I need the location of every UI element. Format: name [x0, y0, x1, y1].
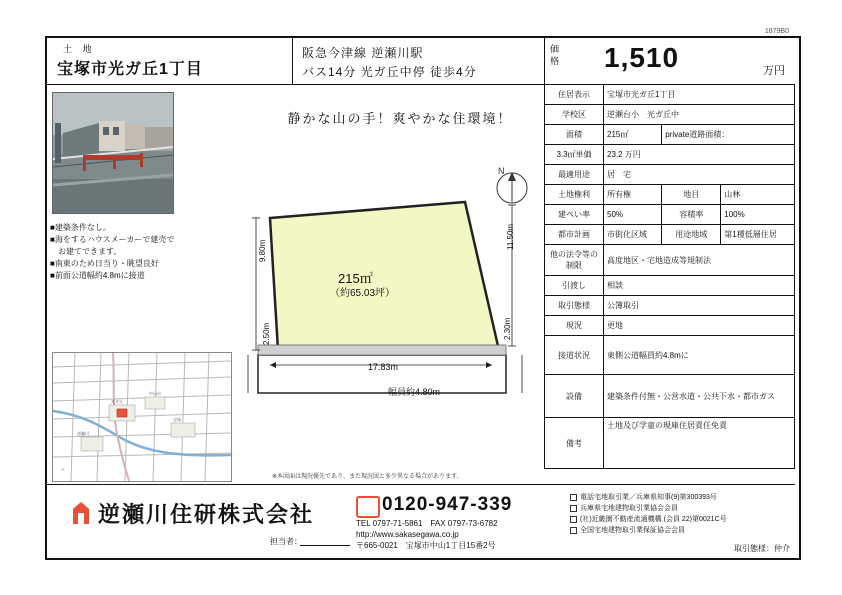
spec-value: 東側公道幅員約4.8mに	[604, 336, 795, 375]
legal-text: 電話宅地取引業／兵庫県知事(9)第300393号	[580, 494, 717, 501]
legal-item	[570, 525, 727, 536]
legal-text: 全国宅地建物取引業保証協会会員	[580, 527, 685, 534]
svg-text:＊: ＊	[61, 467, 65, 472]
spec-value-2: 100%	[721, 205, 795, 225]
road-width: 幅員約4.80m	[388, 387, 441, 397]
feature-notes	[50, 222, 195, 282]
table-row	[545, 418, 795, 469]
lot-area: 215㎡	[338, 271, 373, 286]
agent-label: 担当者：	[270, 537, 302, 546]
spec-value: 逆瀬台小 光ガ丘中	[604, 105, 795, 125]
spec-key-2: 用途地域	[662, 225, 721, 245]
plot-diagram	[240, 150, 540, 480]
checkbox-icon	[570, 527, 577, 534]
property-spec-table	[544, 84, 795, 469]
table-row	[545, 125, 795, 145]
toll-free-number[interactable]: 0120-947-339	[382, 494, 513, 515]
spec-key: 取引態様	[545, 296, 604, 316]
legal-registrations	[570, 492, 727, 536]
svg-text:中山台: 中山台	[149, 391, 161, 396]
transaction-type: 取引態様：仲介	[734, 544, 790, 553]
legal-item	[570, 514, 727, 525]
address-line: 〒665-0021 宝塚市中山1丁目15番2号	[356, 541, 496, 550]
table-row	[545, 375, 795, 418]
spec-key: 最適用途	[545, 165, 604, 185]
spec-value: 市街化区域	[604, 225, 662, 245]
legal-text: 兵庫県宅地建物取引業協会会員	[580, 505, 678, 512]
legal-text: (社)近畿圏不動産流通機構 (会員 22)第0021C号	[580, 516, 727, 523]
company-logo-icon	[70, 500, 92, 526]
website-line[interactable]: http://www.sakasegawa.co.jp	[356, 530, 459, 539]
spec-value: 23.2 万円	[604, 145, 795, 165]
price-value: 1,510	[604, 42, 680, 73]
road-length: 17.83m	[368, 362, 399, 372]
legal-item	[570, 492, 727, 503]
note-item: ■南東のため日当り・眺望良好	[50, 259, 159, 268]
spec-key: 学校区	[545, 105, 604, 125]
spec-key: 建ぺい率	[545, 205, 604, 225]
agent-write-line	[300, 545, 350, 546]
spec-value: 公簿取引	[604, 296, 795, 316]
spec-key: 面積	[545, 125, 604, 145]
spec-key-2: 地目	[662, 185, 721, 205]
page-title: 宝塚市光ガ丘1丁目	[57, 61, 203, 78]
spec-key: 土地権利	[545, 185, 604, 205]
header-price	[544, 28, 795, 85]
spec-value: 215㎡	[604, 125, 662, 145]
spec-value-2: 第1種低層住居	[721, 225, 795, 245]
spec-key-2: 容積率	[662, 205, 721, 225]
location-map	[52, 352, 232, 482]
drawing-disclaimer: ※本図面は現況優先であり、また現況図と多少異なる場合があります。	[272, 474, 463, 480]
table-row	[545, 145, 795, 165]
spec-key: 設備	[545, 375, 604, 418]
table-row	[545, 185, 795, 205]
spec-value: 土地及び学童の現庫住居責任免責	[604, 418, 795, 469]
spec-value: 更地	[604, 316, 795, 336]
catchcopy: 静かな山の手！爽やかな住環境！	[287, 111, 513, 126]
table-row	[545, 316, 795, 336]
dim-right-bottom: 2.30m	[503, 317, 512, 340]
note-item: お建てできます。	[50, 247, 122, 256]
spec-key: 現況	[545, 316, 604, 336]
spec-value-secondary: private道路面積：	[662, 125, 795, 145]
header-access	[292, 38, 545, 85]
table-row	[545, 245, 795, 276]
spec-value: 所有権	[604, 185, 662, 205]
company-name: 逆瀬川住研株式会社	[98, 502, 315, 527]
spec-key: 住居表示	[545, 85, 604, 105]
access-line-1: 阪急今津線 逆瀬川駅	[302, 46, 424, 60]
dim-right-top: 11.50m	[506, 223, 515, 250]
svg-text:宝塚: 宝塚	[173, 417, 181, 422]
table-row	[545, 296, 795, 316]
spec-value-2: 山林	[721, 185, 795, 205]
land-type-label: 土 地	[63, 44, 96, 54]
note-item: ■前面公道幅約4.8mに接道	[50, 271, 145, 280]
spec-value: 高度地区・宅地造成等規制法	[604, 245, 795, 276]
checkbox-icon	[570, 505, 577, 512]
spec-key: 接道状況	[545, 336, 604, 375]
legal-item	[570, 503, 727, 514]
table-row	[545, 336, 795, 375]
doc-code: 1879B0	[764, 28, 789, 35]
dim-left-top: 9.80m	[258, 239, 267, 262]
table-row	[545, 225, 795, 245]
price-label: 価格	[550, 44, 560, 66]
note-item: ■海をするハウスメーカーで建売で	[50, 235, 175, 244]
spec-value: 建築条件付無・公営水道・公共下水・都市ガス	[604, 375, 795, 418]
contact-details	[356, 518, 498, 551]
spec-value: 50%	[604, 205, 662, 225]
table-row	[545, 85, 795, 105]
phone-icon	[356, 496, 380, 518]
svg-text:N: N	[498, 166, 505, 176]
svg-text:逆瀬川: 逆瀬川	[77, 431, 89, 436]
property-photo	[52, 92, 174, 214]
lot-area-tsubo: （約65.03坪）	[330, 288, 396, 299]
spec-value: 居 宅	[604, 165, 795, 185]
spec-value: 相談	[604, 276, 795, 296]
spec-key: 3.3㎡単価	[545, 145, 604, 165]
dim-left-bottom: 2.50m	[262, 322, 271, 345]
table-row	[545, 105, 795, 125]
table-row	[545, 165, 795, 185]
spec-key: 引渡し	[545, 276, 604, 296]
checkbox-icon	[570, 516, 577, 523]
tel-fax-line: TEL 0797-71-5861 FAX 0797-73-6782	[356, 519, 498, 528]
spec-value: 宝塚市光ガ丘1丁目	[604, 85, 795, 105]
header-property-title	[47, 38, 293, 85]
spec-key: 他の法令等の制限	[545, 245, 604, 276]
spec-key: 都市計画	[545, 225, 604, 245]
note-item: ■建築条件なし。	[50, 223, 111, 232]
price-unit: 万円	[763, 65, 785, 77]
checkbox-icon	[570, 494, 577, 501]
svg-text:光ガ丘: 光ガ丘	[111, 399, 123, 404]
access-line-2: バス14分 光ガ丘中停 徒歩4分	[302, 65, 477, 79]
table-row	[545, 276, 795, 296]
spec-key: 備考	[545, 418, 604, 469]
table-row	[545, 205, 795, 225]
